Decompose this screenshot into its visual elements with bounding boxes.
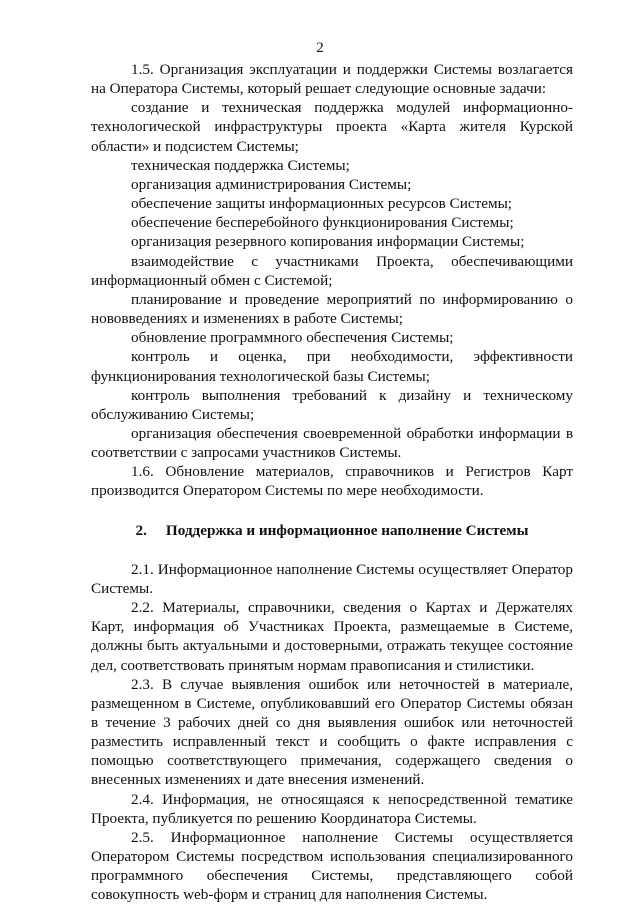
paragraph-2-3: 2.3. В случае выявления ошибок или неточностей в материале, размещенном в Системе, опубликовавший его Оператор Системы обязан в течение 3 рабочих дней со дня выявления ошибок или неточностей разместить исправленный текст и сообщить о факте исправления с помощью соответствующего примечания, содержащего сведения о внесенных изменениях и дате внесения изменений.: [91, 675, 573, 789]
section-2-heading: 2. Поддержка и информационное наполнение Системы: [135, 521, 529, 539]
task-item: контроль и оценка, при необходимости, эффективности функционирования технологической базы Системы;: [91, 348, 573, 385]
task-item: взаимодействие с участниками Проекта, обеспечивающими информационный обмен с Системой;: [91, 252, 573, 289]
task-item: организация администрирования Системы;: [131, 175, 412, 193]
paragraph-2-4: 2.4. Информация, не относящаяся к непосредственной тематике Проекта, публикуется по решению Координатора Системы.: [91, 790, 573, 827]
task-item: обновление программного обеспечения Системы;: [131, 329, 454, 347]
task-item: организация резервного копирования информации Системы;: [131, 233, 525, 251]
task-item: организация обеспечения своевременной обработки информации в соответствии с запросами участников Системы.: [91, 424, 573, 462]
task-item: техническая поддержка Системы;: [131, 156, 350, 174]
task-item: создание и техническая поддержка модулей информационно-технологической инфраструктуры проекта «Карта жителя Курской области» и подсистем Системы;: [91, 99, 573, 155]
task-item: контроль выполнения требований к дизайну и техническому обслуживанию Системы;: [91, 386, 573, 423]
page-number: 2: [316, 40, 324, 56]
paragraph-1-5: 1.5. Организация эксплуатации и поддержки Системы возлагается на Оператора Системы, который решает следующие основные задачи:: [91, 61, 573, 98]
task-item: планирование и проведение мероприятий по информированию о нововведениях и изменениях в работе Системы;: [91, 290, 573, 328]
task-item: обеспечение бесперебойного функционирования Системы;: [131, 214, 514, 232]
paragraph-1-6: 1.6. Обновление материалов, справочников и Регистров Карт производится Оператором Системы по мере необходимости.: [91, 463, 573, 500]
paragraph-2-1: 2.1. Информационное наполнение Системы осуществляет Оператор Системы.: [91, 560, 573, 597]
task-item: обеспечение защиты информационных ресурсов Системы;: [131, 195, 512, 213]
document-body: [91, 60, 573, 905]
paragraph-2-5: 2.5. Информационное наполнение Системы осуществляется Оператором Системы посредством использования специализированного программного обеспечения Системы, представляющего собой совокупность web-форм и страниц для наполнения Системы.: [91, 828, 573, 904]
paragraph-2-2: 2.2. Материалы, справочники, сведения о Картах и Держателях Карт, информация об Участниках Проекта, размещаемые в Системе, должны быть актуальными и достоверными, отражать текущее состояние дел, соответствовать принятым нормам правописания и стилистики.: [91, 599, 573, 674]
